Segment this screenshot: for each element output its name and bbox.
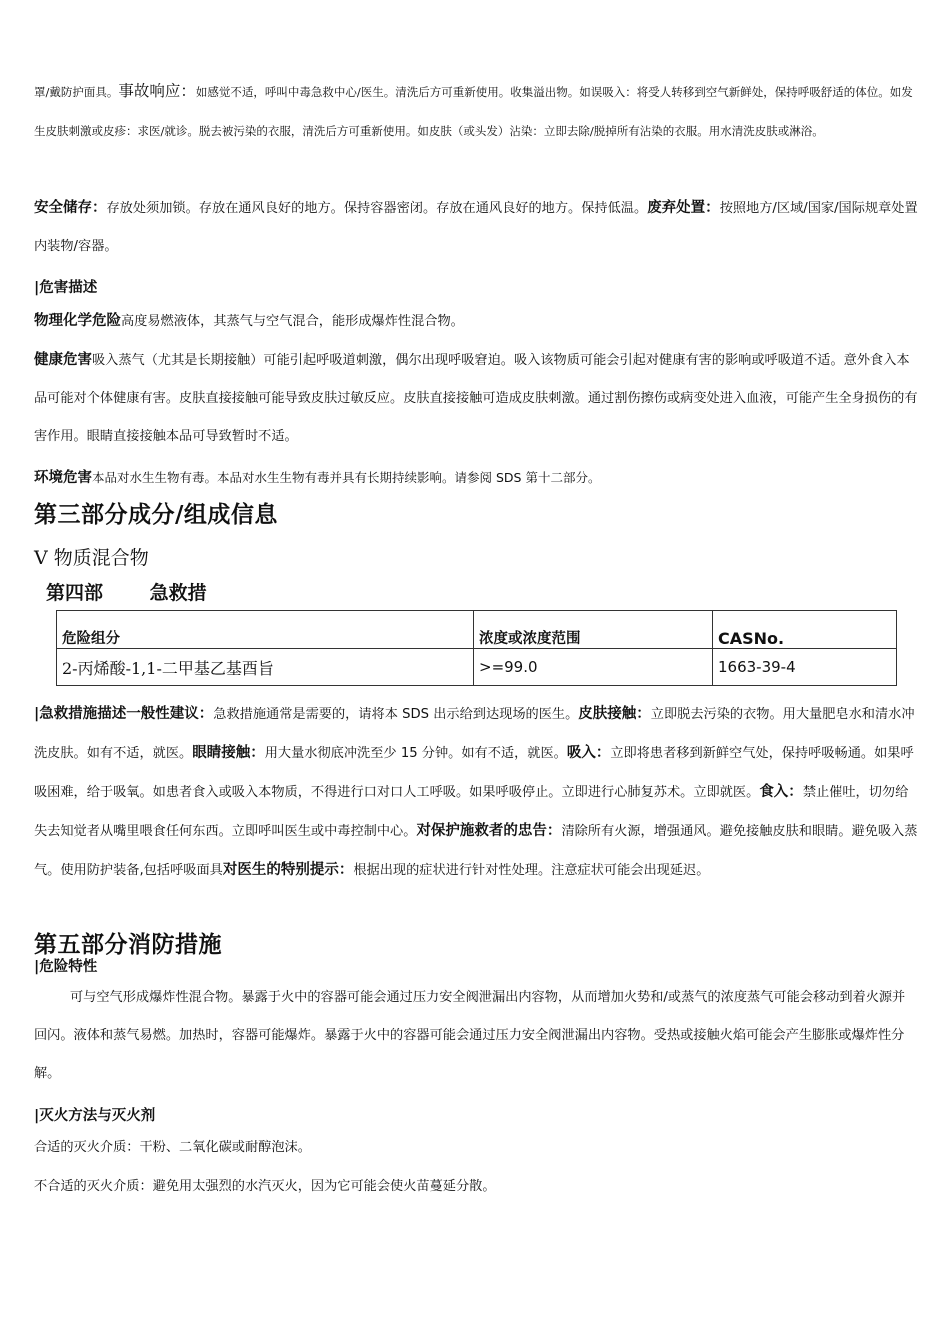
hazard-heading: |危害描述: [34, 280, 98, 296]
health-hazard-paragraph: [34, 341, 918, 456]
physical-hazard-label: 物理化学危险: [34, 313, 121, 329]
doctor-note-label: 对医生的特别提示：: [222, 862, 354, 878]
environment-hazard-text: 本品对水生生物有毒。本品对水生生物有毒并具有长期持续影响。请参阅 SDS 第十二部分。: [92, 470, 601, 485]
disposal-text: 按照地方/区域/国家/国际规章处置内装物/容器。: [34, 201, 918, 254]
suitable-media-line: 合适的灭火介质：干粉、二氧化碳或耐醇泡沫。: [34, 1140, 311, 1155]
environment-hazard-label: 环境危害: [34, 470, 92, 486]
response-text: 如感觉不适，呼叫中毒急救中心/医生。清洗后方可重新使用。收集溢出物。如误吸入：将受人转移到空气新鲜处，保持呼吸舒适的体位。如发生皮肤刺激或皮疹：求医/就诊。脱去被污染的衣服，清洗后方可重新使用。如皮肤（或头发）沾染：立即去除/脱掉所有沾染的衣服。用水清洗皮肤或淋浴。: [34, 85, 913, 138]
eye-contact-text: 用大量水彻底冲洗至少 15 分钟。如有不适，就医。: [264, 746, 567, 761]
unsuitable-media-line: 不合适的灭火介质：避免用太强烈的水汽灭火，因为它可能会使火苗蔓延分散。: [34, 1179, 496, 1194]
response-prefix: 罩/戴防护面具。: [34, 85, 119, 99]
part3-title: 第三部分成分/组成信息: [34, 502, 278, 528]
composition-table: [56, 610, 897, 686]
response-label: 事故响应：: [118, 82, 196, 100]
part4-overlap-title: 第四部 急救措: [46, 582, 207, 604]
header-cas: CASNo.: [713, 611, 897, 649]
rescuer-advice-label: 对保护施救者的忠告：: [416, 823, 562, 839]
emergency-response-paragraph: [34, 72, 918, 151]
part5-title: 第五部分消防措施: [34, 932, 222, 958]
fire-hazard-heading: |危险特性: [34, 959, 98, 975]
ingestion-label: 食入：: [759, 784, 803, 800]
cell-component: 2-丙烯酸-1,1-二甲基乙基酉旨: [57, 649, 474, 686]
cell-concentration: >=99.0: [474, 649, 713, 686]
skin-contact-label: 皮肤接触：: [578, 706, 651, 722]
table-row: [57, 649, 897, 686]
physical-hazard-text: 高度易燃液体，其蒸气与空气混合，能形成爆炸性混合物。: [121, 314, 464, 329]
health-hazard-text: 吸入蒸气（尤其是长期接触）可能引起呼吸道刺激，偶尔出现呼吸窘迫。吸入该物质可能会引起对健康有害的影响或呼吸道不适。意外食入本品可能对个体健康有害。皮肤直接接触可能导致皮肤过敏反应。皮肤直接接触可造成皮肤刺激。通过割伤擦伤或病变处进入血液，可能产生全身损伤的有害作用。眼睛直接接触本品可导致暂时不适。: [34, 353, 918, 444]
header-concentration: 浓度或浓度范围: [474, 611, 713, 649]
header-component: 危险组分: [57, 611, 474, 649]
storage-label: 安全储存：: [34, 200, 107, 216]
storage-paragraph: [34, 189, 918, 266]
health-hazard-label: 健康危害: [34, 352, 92, 368]
rescuer-advice-text: 清除所有火源，增强通风。避免接触皮肤和眼睛。避免吸入蒸气。使用防护装备,包括呼吸面具: [34, 824, 918, 878]
eye-contact-label: 眼睛接触：: [192, 745, 265, 761]
ingestion-text: 禁止催吐，切勿给失去知觉者从嘴里喂食任何东西。立即呼叫医生或中毒控制中心。: [34, 785, 909, 839]
environment-hazard-paragraph: [34, 459, 918, 498]
cell-cas: 1663-39-4: [713, 649, 897, 686]
skin-contact-text: 立即脱去污染的衣物。用大量肥皂水和清水冲洗皮肤。如有不适，就医。: [34, 707, 915, 761]
doctor-note-text: 根据出现的症状进行针对性处理。注意症状可能会出现延迟。: [353, 863, 710, 878]
first-aid-paragraph: [34, 695, 918, 890]
physical-hazard-paragraph: [34, 302, 918, 341]
extinguish-heading: |灭火方法与灭火剂: [34, 1108, 156, 1124]
disposal-label: 废弃处置：: [647, 200, 720, 216]
substance-mixture-line: V 物质混合物: [34, 547, 149, 569]
inhalation-label: 吸入：: [566, 745, 611, 761]
general-advice-label: |急救措施描述一般性建议：: [34, 706, 214, 722]
general-advice-text: 急救措施通常是需要的，请将本 SDS 出示给到达现场的医生。: [213, 707, 579, 722]
composition-header-row: [57, 611, 897, 649]
inhalation-text: 立即将患者移到新鲜空气处，保持呼吸畅通。如果呼吸困难，给于吸氧。如患者食入或吸入本物质，不得进行口对口人工呼吸。如果呼吸停止。立即进行心肺复苏术。立即就医。: [34, 746, 914, 800]
storage-text: 存放处须加锁。存放在通风良好的地方。保持容器密闭。存放在通风良好的地方。保持低温。: [106, 201, 648, 216]
fire-hazard-paragraph: 可与空气形成爆炸性混合物。暴露于火中的容器可能会通过压力安全阀泄漏出内容物，从而增加火势和/或蒸气的浓度蒸气可能会移动到着火源并回闪。液体和蒸气易燃。加热时，容器可能爆炸。暴露于火中的容器可能会通过压力安全阀泄漏出内容物。受热或接触火焰可能会产生膨胀或爆炸性分解。: [34, 990, 906, 1081]
